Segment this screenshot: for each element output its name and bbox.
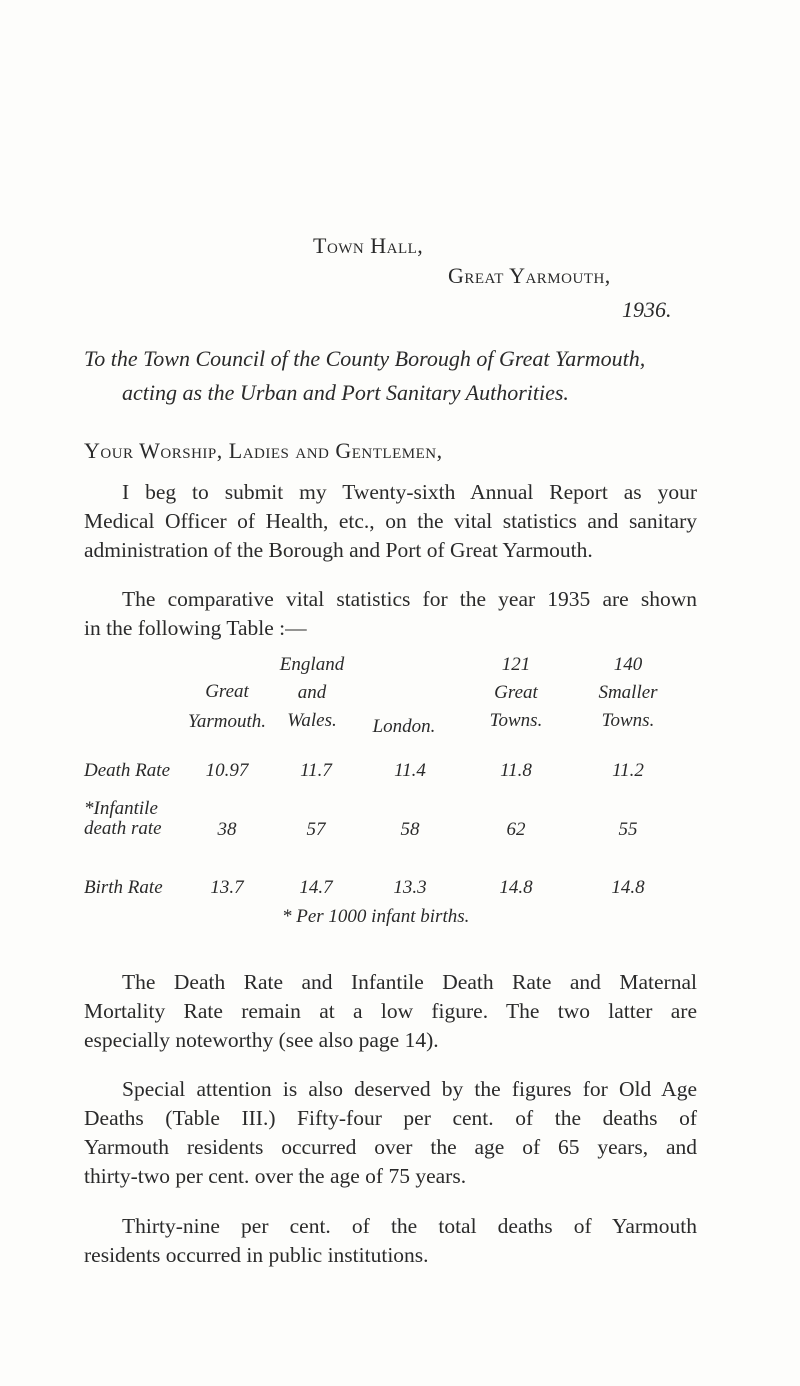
intro-paragraph — [122, 478, 697, 507]
table-cell: 10.97 — [205, 760, 249, 781]
paragraph-institutions-cont — [84, 1241, 697, 1270]
table-cell: 57 — [306, 819, 326, 840]
addressee-line-2: acting as the Urban and Port Sanitary Authorities. — [122, 380, 569, 405]
intro-line: administration of the Borough and Port of Great Yarmouth. — [84, 538, 593, 562]
table-cell: 62 — [506, 819, 526, 840]
col-header-great-yarmouth: Great Yarmouth. — [188, 681, 266, 732]
intro-line: Medical Officer of Health, etc., on the vital statistics and sanitary — [84, 509, 697, 533]
paragraph-old-age — [122, 1075, 697, 1104]
col-header-121-great-towns: 121 Great Towns. — [489, 654, 543, 731]
addressee-line-1: To the Town Council of the County Borough of Great Yarmouth, — [84, 346, 646, 371]
col-header-london: London. — [372, 716, 436, 737]
table-cell: 14.8 — [611, 877, 645, 898]
table-intro-line: in the following Table :— — [84, 616, 307, 640]
paragraph-line: The Death Rate and Infantile Death Rate and Maternal — [122, 970, 697, 994]
paragraph-death-rate — [122, 968, 697, 997]
paragraph-line: Deaths (Table III.) Fifty-four per cent. of the deaths of — [84, 1106, 697, 1130]
table-cell: 11.4 — [394, 760, 426, 781]
table-cell: 11.8 — [500, 760, 532, 781]
row-label-infantile-death-rate: *Infantile death rate — [84, 798, 162, 839]
paragraph-line: especially noteworthy (see also page 14). — [84, 1028, 439, 1052]
paragraph-line: Thirty-nine per cent. of the total deaths of Yarmouth — [122, 1214, 697, 1238]
paragraph-institutions — [122, 1212, 697, 1241]
table-intro-line: The comparative vital statistics for the year 1935 are shown — [122, 587, 697, 611]
table-cell: 13.3 — [393, 877, 427, 898]
paragraph-line: thirty-two per cent. over the age of 75 years. — [84, 1164, 467, 1188]
paragraph-line: residents occurred in public institutions. — [84, 1243, 429, 1267]
table-cell: 11.2 — [612, 760, 644, 781]
paragraph-death-rate-cont — [84, 997, 697, 1055]
header-year: 1936. — [622, 297, 672, 322]
header-town-hall: Town Hall, — [313, 233, 424, 258]
table-cell: 13.7 — [210, 877, 244, 898]
table-cell: 11.7 — [300, 760, 332, 781]
table-intro-cont — [84, 614, 697, 643]
intro-paragraph-cont — [84, 507, 697, 565]
table-cell: 58 — [400, 819, 420, 840]
paragraph-old-age-cont — [84, 1104, 697, 1191]
paragraph-line: Yarmouth residents occurred over the age of 65 years, and — [84, 1135, 697, 1159]
col-header-england-wales: England and Wales. — [279, 654, 345, 731]
intro-line: I beg to submit my Twenty-sixth Annual Report as your — [122, 480, 697, 504]
row-label-birth-rate: Birth Rate — [84, 877, 163, 898]
paragraph-line: Special attention is also deserved by the figures for Old Age — [122, 1077, 697, 1101]
table-intro — [122, 585, 697, 614]
paragraph-line: Mortality Rate remain at a low figure. The two latter are — [84, 999, 697, 1023]
table-cell: 38 — [217, 819, 237, 840]
table-cell: 14.7 — [299, 877, 333, 898]
table-cell: 55 — [618, 819, 638, 840]
row-label-death-rate: Death Rate — [84, 760, 171, 781]
salutation: Your Worship, Ladies and Gentlemen, — [84, 438, 443, 463]
table-cell: 14.8 — [499, 877, 533, 898]
col-header-140-smaller-towns: 140 Smaller Towns. — [598, 654, 658, 731]
header-great-yarmouth: Great Yarmouth, — [448, 263, 611, 288]
table-footnote: * Per 1000 infant births. — [282, 906, 470, 927]
